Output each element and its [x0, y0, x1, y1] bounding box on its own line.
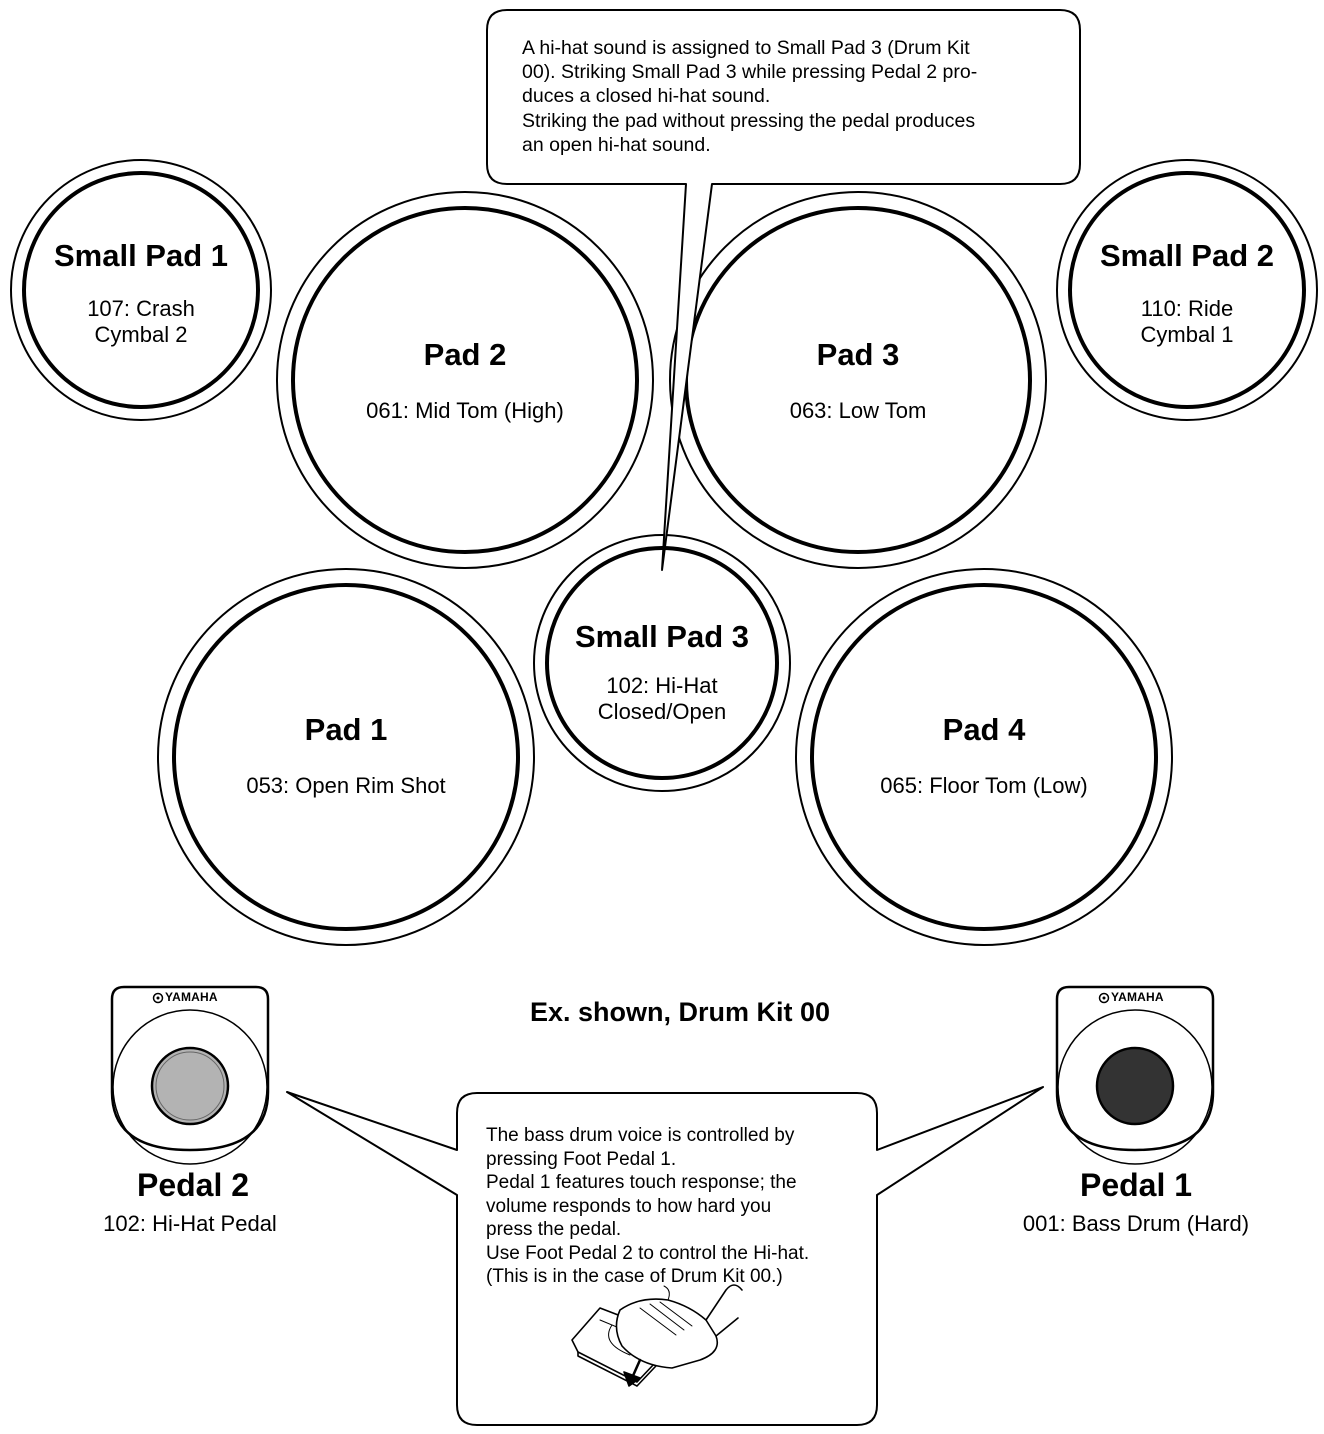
small-pad-1-voice-line: 107: Crash: [87, 296, 195, 321]
pad-2-voice: 061: Mid Tom (High): [366, 398, 564, 423]
yamaha-logo-icon: [154, 994, 163, 1003]
pedal-note-line: pressing Foot Pedal 1.: [486, 1148, 677, 1170]
small-pad-3[interactable]: [534, 535, 790, 791]
pedal-note-line: Use Foot Pedal 2 to control the Hi-hat.: [486, 1242, 810, 1264]
small-pad-1-title: Small Pad 1: [53, 238, 229, 273]
small-pad-3-voice: [598, 673, 726, 726]
pedal-1-voice: 001: Bass Drum (Hard): [1022, 1211, 1250, 1236]
small-pad-2[interactable]: [1057, 160, 1317, 420]
pad-4-title: Pad 4: [942, 712, 1026, 747]
pad-4-voice: 065: Floor Tom (Low): [880, 773, 1088, 798]
pad-3-title: Pad 3: [816, 337, 900, 372]
pedal-2-button[interactable]: [152, 1048, 228, 1124]
small-pad-3-voice-line: 102: Hi-Hat: [606, 673, 718, 698]
small-pad-2-voice-line: 110: Ride: [1140, 296, 1234, 321]
small-pad-2-voice: [1141, 296, 1234, 349]
pedal-1-button[interactable]: [1097, 1048, 1173, 1124]
yamaha-logo-icon: [1100, 994, 1109, 1003]
pedal-note-line: Pedal 1 features touch response; the: [486, 1172, 797, 1194]
hihat-note-line: an open hi-hat sound.: [522, 133, 711, 156]
pedal-note-line: volume responds to how hard you: [486, 1195, 772, 1217]
pedal-note-line: The bass drum voice is controlled by: [486, 1125, 795, 1146]
hihat-note-line: duces a closed hi-hat sound.: [522, 85, 771, 108]
small-pad-3-voice-line: Closed/Open: [597, 699, 727, 725]
small-pad-2-voice-line: Cymbal 1: [1140, 322, 1234, 348]
pedal-2[interactable]: [112, 987, 268, 1164]
pad-3-voice: 063: Low Tom: [789, 398, 927, 423]
drum-kit-label: Ex. shown, Drum Kit 00: [529, 997, 831, 1027]
small-pad-1[interactable]: [11, 160, 271, 420]
pad-2-title: Pad 2: [423, 337, 507, 372]
pad-1-title: Pad 1: [304, 712, 388, 747]
hihat-note-line: 00). Striking Small Pad 3 while pressing Pedal 2 pro-: [522, 61, 978, 84]
pedal-1-brand: YAMAHA: [1111, 990, 1164, 1004]
small-pad-3-title: Small Pad 3: [574, 619, 750, 654]
pad-3[interactable]: [670, 192, 1046, 568]
pedal-2-title: Pedal 2: [136, 1167, 250, 1203]
pedal-note-line: press the pedal.: [486, 1219, 622, 1241]
hihat-note-line: Striking the pad without pressing the pedal produces: [522, 109, 976, 132]
small-pad-2-title: Small Pad 2: [1099, 238, 1275, 273]
pad-2[interactable]: [277, 192, 653, 568]
pad-1-voice: 053: Open Rim Shot: [246, 773, 446, 798]
pedal-1-title: Pedal 1: [1079, 1167, 1193, 1203]
pad-1[interactable]: [158, 569, 534, 945]
small-pad-1-voice-line: Cymbal 2: [94, 322, 188, 348]
pedal-2-voice: 102: Hi-Hat Pedal: [103, 1211, 277, 1236]
pedal-2-brand: YAMAHA: [165, 990, 218, 1004]
pedal-1[interactable]: [1057, 987, 1213, 1164]
pedal-note-line: (This is in the case of Drum Kit 00.): [486, 1266, 783, 1288]
hihat-note-line: A hi-hat sound is assigned to Small Pad 3 (Drum Kit: [522, 37, 970, 59]
pad-4[interactable]: [796, 569, 1172, 945]
pedal-callout-text: [486, 1124, 809, 1289]
hihat-callout-text: [522, 36, 977, 157]
small-pad-1-voice: [87, 296, 195, 349]
